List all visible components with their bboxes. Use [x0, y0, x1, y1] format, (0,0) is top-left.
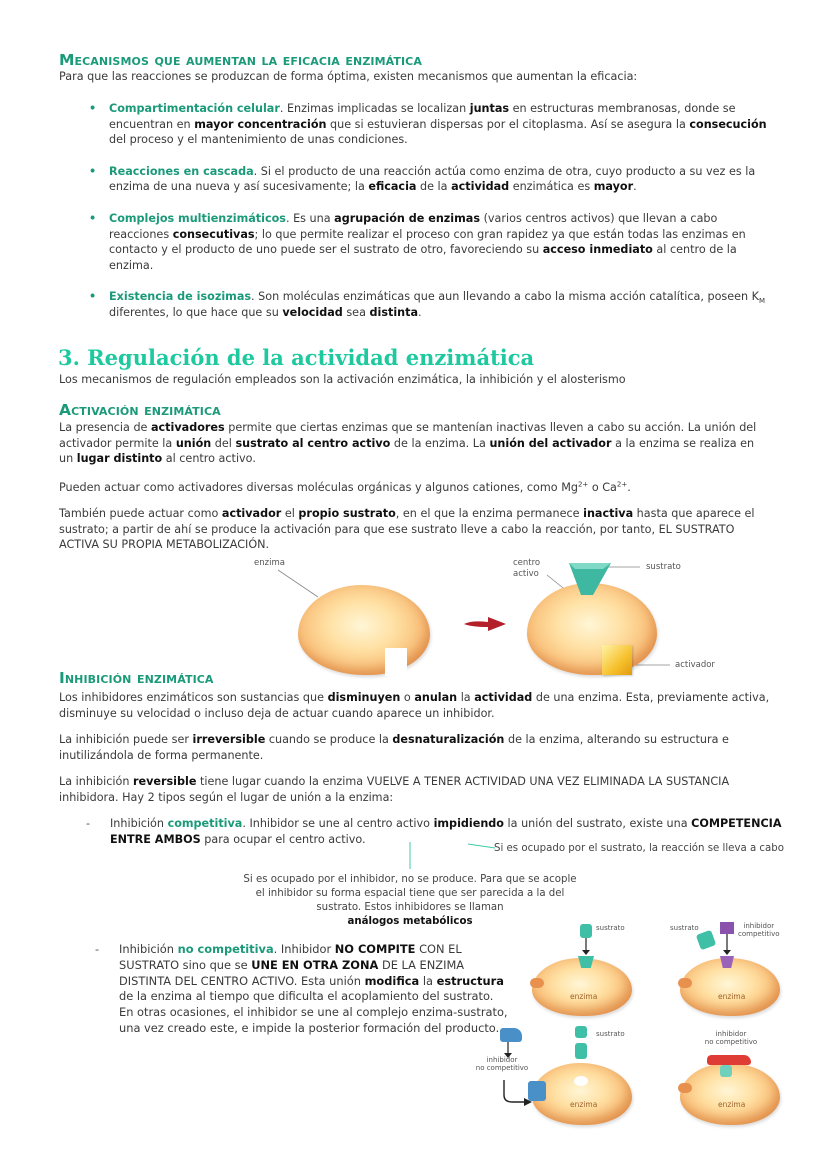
text: tiene lugar cuando la enzima VUELVE A TENER ACTIVIDAD UNA VEZ ELIMINADA LA SUSTANCIA inhibidora. Hay 2 tipos según el lugar de unión a la enzima: — [59, 775, 730, 804]
text: Inhibición — [119, 942, 178, 956]
text: . Es una — [285, 211, 335, 225]
bold-text: actividad — [474, 691, 533, 704]
bold-text: modifica — [364, 973, 420, 988]
heading-activacion: Activación enzimática — [59, 401, 221, 419]
text: la — [457, 691, 475, 704]
bold-text: eficacia — [368, 180, 417, 194]
arrow-down-icon — [580, 938, 592, 956]
text: Inhibición — [110, 817, 168, 830]
red-arrow-icon — [462, 615, 508, 633]
substrate-shape — [696, 930, 717, 951]
text: También puede actuar como — [59, 507, 222, 520]
text: hasta que aparece el sustrato; a partir de ahí se produce la activación para que ese sustrato lleve a cabo la reacción, por tanto, EL SUSTRATO ACTIVA SU PROPIA METABOLIZACIÓN. — [59, 507, 755, 552]
annotation-lines — [380, 836, 500, 872]
label-sustrato: sustrato — [670, 924, 699, 932]
bold-text: activadores — [151, 421, 225, 434]
superscript: 2+ — [616, 480, 628, 489]
text: sea — [342, 305, 370, 319]
label-activador: activador — [675, 660, 715, 670]
text: ; lo que permite realizar el proceso con gran rapidez ya que están todas las enzimas en contacto y el producto de uno puede ser el sustrato de otro, favoreciendo su — [109, 227, 746, 257]
item-title: Compartimentación celular — [109, 102, 280, 115]
text: no competitivo — [475, 1064, 529, 1072]
inhibition-figure — [470, 918, 820, 1133]
enzyme-shape — [532, 1063, 632, 1125]
text: la — [419, 973, 437, 988]
text: del proceso y el mantenimiento de unas condiciones. — [109, 133, 408, 147]
dash-bullet-icon: - — [95, 942, 100, 956]
list-item-isozimas — [59, 289, 769, 320]
competitive-inhibitor-shape — [720, 922, 734, 934]
list-item-complejos — [59, 211, 769, 273]
text: inhibidor — [715, 1030, 747, 1038]
deformed-active-site — [574, 1076, 588, 1086]
heading-regulacion: 3. Regulación de la actividad enzimática — [58, 345, 535, 370]
label-enzima: enzima — [718, 1100, 746, 1109]
text: de una enzima. Esta, previamente activa, disminuye su velocidad o incluso deja de actuar cuando aparece un inhibidor. — [59, 691, 770, 720]
bold-text: anulan — [414, 691, 458, 704]
green-text: competitiva — [167, 817, 243, 830]
dash-bullet-icon: - — [86, 817, 91, 830]
list-item-cascada — [59, 164, 769, 195]
bold-text: impidiendo — [433, 817, 504, 830]
label-enzima: enzima — [570, 1100, 598, 1109]
text: del — [211, 436, 236, 450]
text: . Son moléculas enzimáticas que aun llevando a cabo la misma acción catalítica, poseen K — [251, 290, 760, 304]
text: o — [400, 691, 415, 704]
substrate-shape — [575, 1026, 587, 1038]
heading-mecanismos: Mecanismos que aumentan la eficacia enzimática — [59, 51, 422, 69]
bold-text: unión — [175, 436, 212, 450]
bold-text: consecución — [689, 117, 767, 131]
bold-text: NO COMPITE — [334, 942, 416, 956]
text: a la enzima se realiza en un — [59, 436, 755, 466]
text: competitivo — [738, 930, 780, 938]
bold-text: velocidad — [282, 305, 343, 319]
label-enzima: enzima — [718, 992, 746, 1001]
text: (varios centros activos) que llevan a cabo reacciones — [109, 211, 718, 241]
text: CON EL SUSTRATO sino que se — [119, 942, 462, 972]
enzyme-notch — [678, 1083, 692, 1093]
bold-text: mayor — [593, 180, 634, 194]
list-item-compartimentacion — [59, 101, 769, 148]
substrate-shape — [575, 1043, 587, 1059]
bold-text: disminuyen — [327, 691, 401, 704]
label-sustrato: sustrato — [646, 562, 681, 572]
bold-text: UNE EN OTRA ZONA — [251, 957, 379, 972]
text: al centro de la enzima. — [109, 243, 737, 272]
substrate-bound-shape — [720, 1065, 732, 1077]
text: Los inhibidores enzimáticos son sustancias que — [59, 691, 328, 704]
text: de la enzima. La — [390, 436, 490, 450]
text: el — [281, 507, 299, 520]
bold-text: agrupación de enzimas — [334, 211, 481, 225]
bullet-icon: • — [89, 102, 97, 115]
text: que si estuvieran dispersas por el citoplasma. Así se asegura la — [326, 117, 690, 131]
text: para ocupar el centro activo. — [200, 832, 366, 846]
enzyme-notch — [530, 978, 544, 988]
text: de la enzima, alterando su estructura e inutilizándola de forma permanente. — [59, 733, 729, 762]
enzyme-notch — [678, 978, 692, 988]
text: . — [627, 481, 631, 494]
activator-shape — [602, 645, 632, 675]
text: La inhibición puede ser — [59, 733, 193, 746]
bold-text: propio sustrato — [298, 507, 396, 520]
text: de la enzima al tiempo que dificulta el acoplamiento del sustrato. En otras ocasiones, el inhibidor se une al complejo enzima-sustrato, una vez creado este, e impide la posterior formación del producto. — [119, 989, 508, 1035]
intro-regulacion: Los mecanismos de regulación empleados son la activación enzimática, la inhibición y el alosterismo — [59, 373, 626, 386]
inhibicion-p1 — [59, 690, 771, 721]
bold-text: consecutivas — [172, 227, 255, 241]
label-activo: activo — [513, 569, 539, 579]
text: . Si el producto de una reacción actúa como enzima de otra, cuyo producto a su vez es la enzima de una nueva y así sucesivamente; la — [109, 164, 756, 194]
text: Si es ocupado por el inhibidor, no se produce. Para que se acople el inhibidor su forma espacial tiene que ser parecida a la del sustrato. Estos inhibidores se llaman — [243, 874, 577, 913]
bold-text: activador — [221, 507, 282, 520]
label-inhibidor-competitivo — [738, 922, 780, 938]
inhibicion-p3 — [59, 774, 771, 805]
bold-text: inactiva — [583, 507, 634, 520]
text: La inhibición — [59, 775, 134, 788]
item-title: Reacciones en cascada — [109, 164, 254, 178]
item-title: Complejos multienzimáticos — [109, 211, 286, 225]
inhibicion-p2 — [59, 732, 771, 763]
mecanismos-list — [59, 101, 769, 321]
bold-text: lugar distinto — [76, 452, 163, 466]
substrate-shape — [580, 924, 592, 938]
text: DE LA ENZIMA DISTINTA DEL CENTRO ACTIVO. Esta unión — [119, 957, 465, 988]
label-inhibidor-no-competitivo — [472, 1056, 532, 1072]
text: inhibidor — [743, 922, 775, 930]
intro-mecanismos: Para que las reacciones se produzcan de forma óptima, existen mecanismos que aumentan la eficacia: — [59, 70, 638, 83]
bold-text: actividad — [451, 180, 510, 194]
text: , en el que la enzima permanece — [395, 507, 584, 520]
text: . Enzimas implicadas se localizan — [279, 102, 470, 115]
text: permite que ciertas enzimas que se mantenían inactivas lleven a cabo su acción. La unión del activador permite la — [59, 421, 757, 450]
bold-text: análogos metabólicos — [347, 916, 473, 927]
text: al centro activo. — [162, 452, 256, 466]
bold-text: desnaturalización — [392, 733, 505, 746]
text: de la — [416, 180, 452, 194]
label-sustrato: sustrato — [596, 1030, 625, 1038]
text: . Inhibidor — [273, 942, 335, 956]
bold-text: distinta — [369, 305, 419, 319]
subscript: M — [759, 297, 766, 306]
bullet-icon: • — [89, 164, 97, 178]
bold-text: unión del activador — [489, 436, 612, 450]
label-sustrato: sustrato — [596, 924, 625, 932]
green-text: no competitiva — [177, 942, 274, 956]
text: inhibidor — [486, 1056, 518, 1064]
bold-text: reversible — [133, 775, 197, 788]
superscript: 2+ — [577, 480, 589, 489]
substrate-shape — [565, 555, 615, 599]
text: cuando se produce la — [265, 733, 393, 746]
heading-inhibicion: Inhibición enzimática — [59, 669, 214, 687]
text: en estructuras membranosas, donde se encuentran en — [109, 102, 736, 131]
bullet-icon: • — [89, 290, 97, 304]
text: o Ca — [588, 481, 617, 494]
activacion-p2 — [59, 480, 771, 496]
text: enzimática es — [509, 180, 594, 194]
enzyme-notch — [385, 648, 407, 676]
activacion-p1 — [59, 420, 771, 467]
label-centro: centro — [513, 558, 541, 568]
bold-text: juntas — [469, 102, 510, 115]
bold-text: sustrato al centro activo — [235, 436, 391, 450]
arrow-down-icon — [721, 934, 733, 956]
noncompetitive-inhibitor-bound — [707, 1055, 751, 1065]
text: . — [633, 180, 637, 194]
activacion-p3 — [59, 506, 771, 553]
text: no competitivo — [704, 1038, 758, 1046]
bold-text: COMPETENCIA ENTRE AMBOS — [110, 817, 782, 846]
no-competitiva-item — [95, 942, 509, 1037]
bold-text: estructura — [436, 973, 504, 988]
label-enzima: enzima — [570, 992, 598, 1001]
item-title: Existencia de isozimas — [109, 290, 252, 304]
bold-text: irreversible — [192, 733, 266, 746]
text: diferentes, lo que hace que su — [109, 305, 283, 319]
bold-text: mayor concentración — [194, 117, 327, 131]
bullet-icon: • — [89, 211, 97, 225]
activation-figure — [240, 555, 720, 680]
text: . Inhibidor se une al centro activo — [242, 817, 434, 830]
bold-text: acceso inmediato — [542, 243, 653, 257]
text: Pueden actuar como activadores diversas moléculas orgánicas y algunos cationes, como Mg — [59, 481, 578, 494]
label-enzima: enzima — [254, 558, 285, 568]
text: La presencia de — [59, 421, 151, 434]
text: la unión del sustrato, existe una — [504, 817, 692, 830]
text: . — [418, 305, 422, 319]
note-sustrato: Si es ocupado por el sustrato, la reacción se lleva a cabo — [494, 843, 784, 854]
label-inhibidor-no-competitivo — [696, 1030, 766, 1046]
arrow-curved-icon — [494, 1040, 534, 1110]
